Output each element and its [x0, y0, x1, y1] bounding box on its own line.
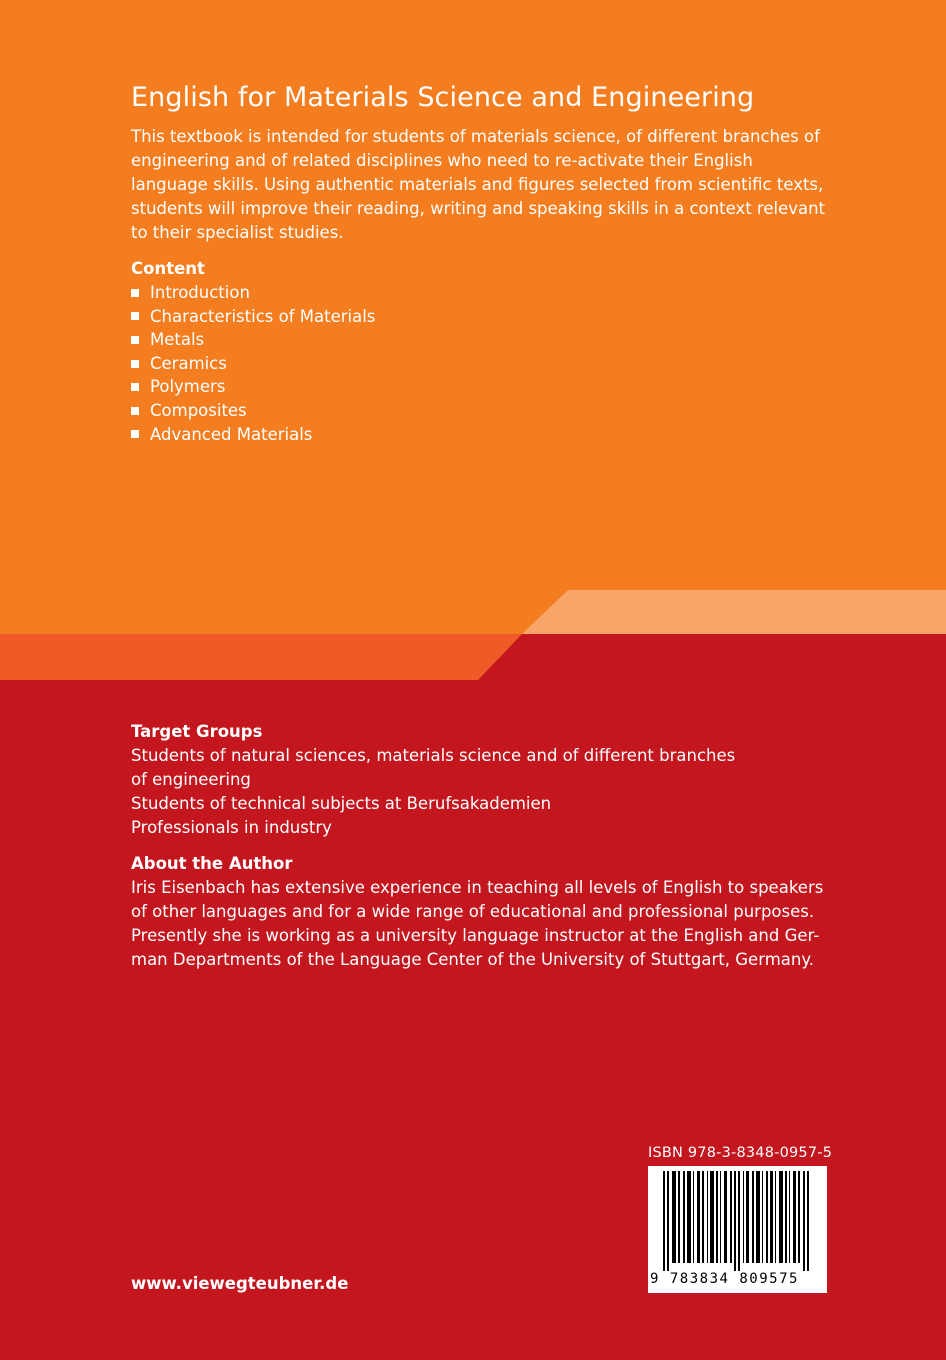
list-item: Introduction [131, 281, 831, 305]
square-bullet-icon [131, 360, 139, 368]
square-bullet-icon [131, 430, 139, 438]
target-groups-line: Professionals in industry [131, 818, 332, 837]
list-item: Metals [131, 328, 831, 352]
target-groups-line: Students of technical subjects at Berufsakademien [131, 794, 552, 813]
author-line: Iris Eisenbach has extensive experience in teaching all levels of English to speakers [131, 878, 824, 897]
target-groups-line: Students of natural sciences, materials science and of different branches [131, 746, 736, 765]
content-list [131, 281, 831, 446]
square-bullet-icon [131, 336, 139, 344]
author-line: Presently she is working as a university language instructor at the English and Ger- [131, 926, 820, 945]
list-item: Advanced Materials [131, 423, 831, 447]
isbn-number: ISBN 978-3-8348-0957-5 [648, 1145, 833, 1161]
content-heading: Content [131, 259, 205, 279]
list-item: Characteristics of Materials [131, 305, 831, 329]
target-groups-line: of engineering [131, 770, 251, 789]
dark-orange-band [0, 634, 522, 680]
target-groups-heading: Target Groups [131, 722, 263, 741]
square-bullet-icon [131, 289, 139, 297]
author-line: of other languages and for a wide range of educational and professional purposes. [131, 902, 815, 921]
author-line: man Departments of the Language Center of the University of Stuttgart, Germany. [131, 950, 814, 969]
square-bullet-icon [131, 407, 139, 415]
publisher-website[interactable]: www.viewegteubner.de [131, 1274, 349, 1293]
square-bullet-icon [131, 383, 139, 391]
light-orange-shape [522, 590, 946, 634]
list-item: Composites [131, 399, 831, 423]
upper-text-block [131, 82, 831, 446]
author-heading: About the Author [131, 854, 293, 873]
list-item: Polymers [131, 375, 831, 399]
list-item: Ceramics [131, 352, 831, 376]
lower-text-block [131, 720, 831, 972]
square-bullet-icon [131, 312, 139, 320]
barcode-bars [654, 1171, 821, 1271]
barcode-digits: 9 783834 809575 [650, 1271, 799, 1287]
intro-paragraph: This textbook is intended for students of materials science, of different branches of engineering and of related disciplines who need to re-activate their English language skills. Using authentic materials and figures selected from scientific texts, students will improve their reading, writing and speaking skills in a context relevant to their specialist studies. [131, 127, 826, 243]
barcode [648, 1166, 827, 1293]
book-title: English for Materials Science and Engineering [131, 82, 755, 113]
